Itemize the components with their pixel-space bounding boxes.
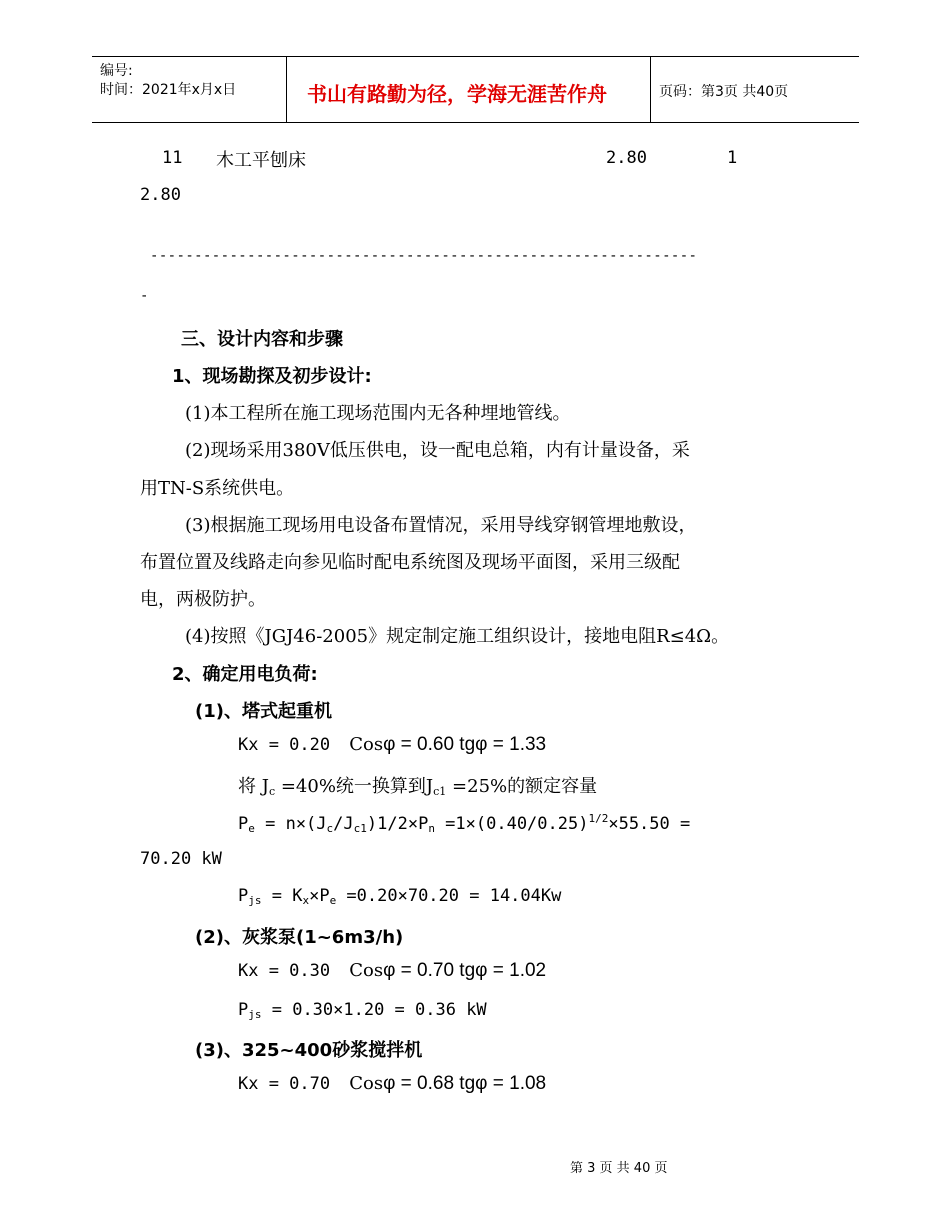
subsection-1-title: 1、现场勘探及初步设计: <box>172 366 372 387</box>
load-1-pe-formula: $P_e = n\times(J_c/J_{c1})1/2\times P_n =1\times(0.40/0.25)^{1/2}\times 55.50$ = <box>238 812 691 835</box>
load-2-kx: Kx = 0.30 <box>238 961 331 981</box>
load-2-title: (2)、灰浆泵(1~6m3/h) <box>195 927 404 948</box>
load-3-title: (3)、325~400砂浆搅拌机 <box>195 1040 423 1061</box>
header-divider-right <box>650 56 651 122</box>
header-top-rule <box>92 56 859 57</box>
header-bottom-rule <box>92 122 859 123</box>
row-power: 2.80 <box>606 148 647 168</box>
load-3-kx: Kx = 0.70 <box>238 1074 331 1094</box>
paragraph-2-line-2: 用TN-S系统供电。 <box>140 478 295 499</box>
load-1-kx: Kx = 0.20 <box>238 735 331 755</box>
row-count: 1 <box>727 148 738 168</box>
row-total: 2.80 <box>140 185 181 205</box>
paragraph-3-line-3: 电，两极防护。 <box>140 589 266 610</box>
footer-page-number: 第 3 页 共 40 页 <box>570 1161 668 1176</box>
dashed-separator: -------------------------------------------------------------- <box>150 248 698 264</box>
paragraph-2-line-1: (2)现场采用380V低压供电，设一配电总箱，内有计量设备，采 <box>185 440 690 461</box>
load-2-cos-label: Cos <box>349 960 384 981</box>
paragraph-4: (4)按照《JGJ46-2005》规定制定施工组织设计，接地电阻R≤4Ω。 <box>185 626 730 647</box>
header-page-label: 页码：第3页 共40页 <box>659 84 789 100</box>
header-time-label: 时间：2021年x月x日 <box>100 82 237 98</box>
header-code-label: 编号: <box>100 63 133 79</box>
load-2-coefficients <box>238 960 546 982</box>
header-divider-left <box>286 56 287 122</box>
section-title: 三、设计内容和步骤 <box>181 329 343 350</box>
load-2-cos-value: φ = 0.70 tgφ = 1.02 <box>383 960 547 981</box>
load-1-pjs-formula: $P_{js} = K_x\times P_e =0.20\times 70.20 = 14.04Kw$ <box>238 886 562 907</box>
subsection-2-title: 2、确定用电负荷: <box>172 664 318 685</box>
load-1-coefficients <box>238 734 546 756</box>
load-1-cos-value: φ = 0.60 tgφ = 1.33 <box>383 734 547 755</box>
row-index: 11 <box>162 148 183 168</box>
header-motto: 书山有路勤为径，学海无涯苦作舟 <box>307 82 607 106</box>
paragraph-1: (1)本工程所在施工现场范围内无各种埋地管线。 <box>185 403 571 424</box>
load-2-pjs-formula: $P_{js} = 0.30\times 1.20 = 0.36$ kW <box>238 1000 487 1021</box>
load-1-conversion: 将 $J_c =40\%$统一换算到$J_{c1} =25\%$的额定容量 <box>238 776 598 798</box>
load-3-cos-label: Cos <box>349 1073 384 1094</box>
paragraph-3-line-1: (3)根据施工现场用电设备布置情况，采用导线穿钢管埋地敷设， <box>185 515 697 536</box>
load-1-cos-label: Cos <box>349 734 384 755</box>
load-1-title: (1)、塔式起重机 <box>195 701 332 722</box>
dashed-separator-tail: - <box>140 288 149 304</box>
row-name: 木工平刨床 <box>216 150 306 171</box>
paragraph-3-line-2: 布置位置及线路走向参见临时配电系统图及现场平面图，采用三级配 <box>140 552 680 573</box>
load-1-pe-result: 70.20 kW <box>140 849 222 869</box>
load-3-cos-value: φ = 0.68 tgφ = 1.08 <box>383 1073 547 1094</box>
load-3-coefficients <box>238 1073 546 1095</box>
